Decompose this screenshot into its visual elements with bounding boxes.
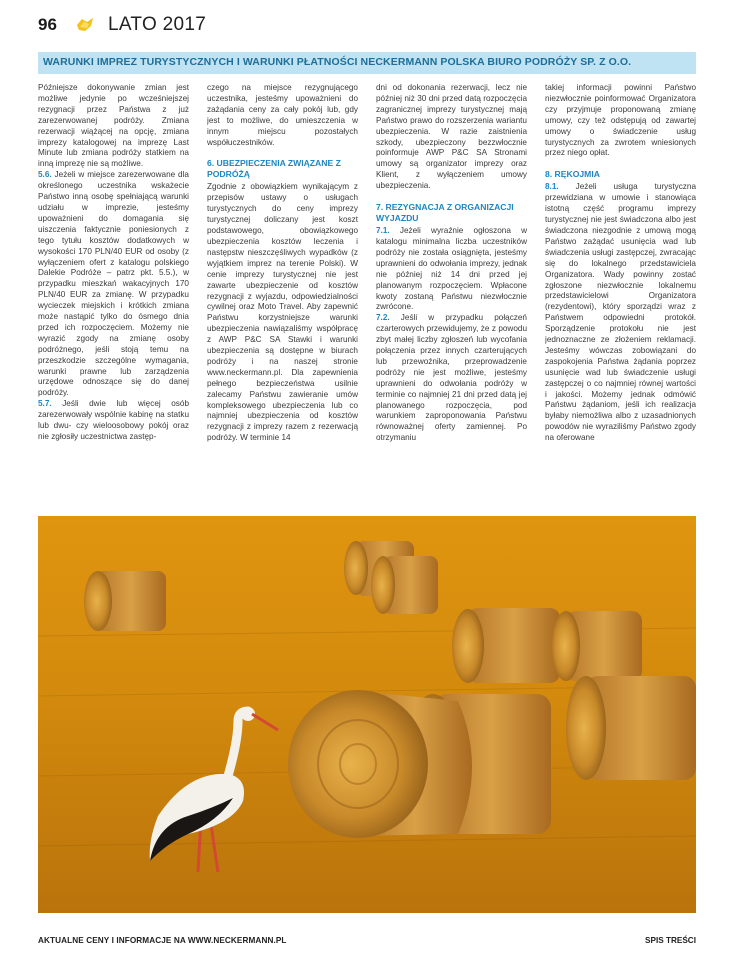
terms-columns: [38, 83, 696, 503]
stork-and-hay-bales-photo: [38, 516, 696, 913]
hay-bale: [371, 556, 438, 614]
season-title: LATO 2017: [108, 14, 207, 35]
clause-text: Jeśli dwie lub więcej osób zarezerwowały wspólnie kabinę na statku lub dwu- czy wieloosobowy pokój oraz nie zgłosiły uczestnictwa zastęp-: [38, 399, 189, 441]
text-column-2: [207, 83, 358, 503]
clause-text: Jeśli w przypadku połączeń czarterowych przewidujemy, że z powodu zbyt małej liczby zgłoszeń lub wycofania połączenia przez innych czarterujących lub przewoźnika, przeprowadzenie podróży nie jest możliwe, jesteśmy uprawnieni do odwołania podróży w terminie co najmniej 21 dni przed datą jej planowanego rozpoczęcia, pod warunkiem zaproponowania Państwu równoważnej oferty zamiennej. Po otrzymaniu: [376, 313, 527, 443]
section-heading-8: 8. RĘKOJMIA: [545, 169, 600, 180]
hay-bale: [552, 611, 642, 681]
clause-text: Jeżeli usługa turystyczna przewidziana w umowie i stanowiąca istotną część programu imprezy turystycznej nie jest świadczona albo jest świadczona niezgodnie z umową mogą Państwo zażądać usunięcia wad lub świadczenia usługi zastępczej, zwracając się do lokalnego przedstawiciela Organizatora. Wady powinny zostać zgłoszone niezwłocznie lokalnemu przedstawicielowi Organizatora (rezydentowi), który sporządzi wraz z Państwem odpowiedni protokół. Sporządzenie protokołu nie jest jednoznaczne ze złożeniem reklamacji. Jesteśmy wówczas zobowiązani do zaspokojenia Państwa żądania poprzez usunięcie wad lub świadczenie usługi zastępczej o co najmniej równej wartości i jakości. Możemy jednak odmówić Państwu żądaniom, jeśli ich realizacja byłaby niemożliwa albo z uzasadnionych powodów nie wyraziliśmy Państwo zgody na oferowane: [545, 182, 696, 443]
section-heading-7: 7. REZYGNACJA Z ORGANIZACJI WYJAZDU: [376, 202, 514, 224]
clause-number: 5.7.: [38, 399, 52, 409]
section-heading-6: 6. UBEZPIECZENIA ZWIĄZANE Z PODRÓŻĄ: [207, 158, 341, 180]
clause-text: Jeżeli wyraźnie ogłoszona w katalogu minimalna liczba uczestników podróży nie została osiągnięta, jesteśmy uprawnieni do odwołania imprezy, jednak nie później niż 14 dni przed jej planowanym rozpoczęciem. Wpłacone kwoty zostaną Państwu niezwłocznie zwrócone.: [376, 226, 527, 312]
photo-illustration: [38, 516, 696, 913]
clause-number: 5.6.: [38, 170, 52, 180]
hay-bale: [566, 676, 696, 780]
paragraph: Późniejsze dokonywanie zmian jest możliwe jedynie po wcześniejszej rezygnacji przez Państwa z już zarezerwowanej podróży. Zmiana rezerwacji wiążącej na opcję, zmiana imprezy katalogowej na imprezę Last Minute lub zmiana podróży statkiem na inną imprezę nie są możliwe.: [38, 83, 189, 169]
hay-bale: [452, 608, 560, 683]
hay-bale: [84, 571, 166, 631]
page-number: 96: [38, 15, 57, 34]
clause-text: Jeżeli w miejsce zarezerwowane dla określonego uczestnika wskażecie Państwo inną osobę spełniającą warunki udziału w imprezie, jesteśmy upoważnieni do domagania się uiszczenia faktycznie poniesionych z tego tytułu kosztów dodatkowych w wysokości 170 PLN/40 EUR od osoby (z wyłączeniem ofert z katalogu polskiego Dalekie Podróże – patrz pkt. 5.5.), w przypadku mieszkań wakacyjnych 170 PLN/40 EUR za zmianę. W przypadku wycieczek miejskich i krótkich zmiana może nastąpić tylko do ósmego dnia przed ich rozpoczęciem. Możemy nie wyrazić zgody na zmianę osoby podróżnego, jeśli stoją temu na przeszkodzie szczególne wymagania, warunki prawne lub zarządzenia urzędowe odnoszące się do danej podróży.: [38, 170, 189, 398]
paragraph-7-2: [376, 313, 527, 444]
text-column-4: [545, 83, 696, 503]
paragraph-5-7: [38, 399, 189, 443]
hay-bale: [288, 690, 472, 838]
banner-title: WARUNKI IMPREZ TURYSTYCZNYCH I WARUNKI PŁATNOŚCI NECKERMANN POLSKA BIURO PODRÓŻY SP. Z O.O.: [43, 56, 632, 68]
clause-number: 7.1.: [376, 226, 390, 236]
section-banner: [38, 52, 696, 74]
paragraph: dni od dokonania rezerwacji, lecz nie później niż 30 dni przed datą rozpoczęcia zagranicznej imprezy turystycznej mają Państwo prawo do rozszerzenia wariantu ubezpieczenia. W razie zaistnienia szkody, ubezpieczony bezzwłocznie poinformuje AWP P&C SA Stronami umowy są organizator imprezy oraz Klient, z wyłączeniem umowy ubezpieczenia.: [376, 83, 527, 191]
paragraph: czego na miejsce rezygnującego uczestnika, jesteśmy upoważnieni do zażądania ceny za cały pokój lub, gdy jest to możliwe, do umieszczenia w innym miejscu pozostałych współuczestników.: [207, 83, 358, 147]
paragraph-7-1: [376, 226, 527, 313]
paragraph-8-1: [545, 182, 696, 444]
paragraph-5-6: [38, 170, 189, 399]
clause-number: 8.1.: [545, 182, 559, 192]
sun-logo-icon: [74, 16, 96, 33]
paragraph: Zgodnie z obowiązkiem wynikającym z przepisów ustawy o usługach turystycznych do ceny imprezy turystycznej doliczany jest koszt podstawowego, obowiązkowego ubezpieczenia kosztów leczenia i następstw nieszczęśliwych wypadków (z wyjątkiem imprez na terenie Polski). W cenie imprezy turystycznej nie jest zawarte ubezpieczenie od kosztów rezygnacji z wyjazdu, odpowiedzialności cywilnej oraz Moto Travel. Aby zapewnić Państwu korzystniejsze warunki ubezpieczenia nawiązaliśmy współpracę z AWP P&C SA Stawki i warunki ubezpieczenia są dostępne w biurach podróży i na naszej stronie www.neckermann.pl. Dla zapewnienia pełnego bezpieczeństwa usilnie zalecamy Państwu zawieranie umów kompleksowego ubezpieczenia lub co najmniej ubezpieczenia od kosztów rezygnacji z imprezy razem z rezerwacją podróży. W terminie 14: [207, 182, 358, 443]
paragraph: takiej informacji powinni Państwo niezwłocznie poinformować Organizatora czy przyjmuje proponowaną zmianę umowy, czy też odstępują od zawartej umowy o świadczenie usług turystycznych za zwrotem wniesionych przez niego opłat.: [545, 83, 696, 158]
text-column-1: [38, 83, 189, 503]
text-column-3: [376, 83, 527, 503]
footer-website-link[interactable]: AKTUALNE CENY I INFORMACJE NA WWW.NECKERMANN.PL: [38, 936, 287, 945]
clause-number: 7.2.: [376, 313, 390, 323]
table-of-contents-link[interactable]: SPIS TREŚCI: [645, 936, 696, 945]
